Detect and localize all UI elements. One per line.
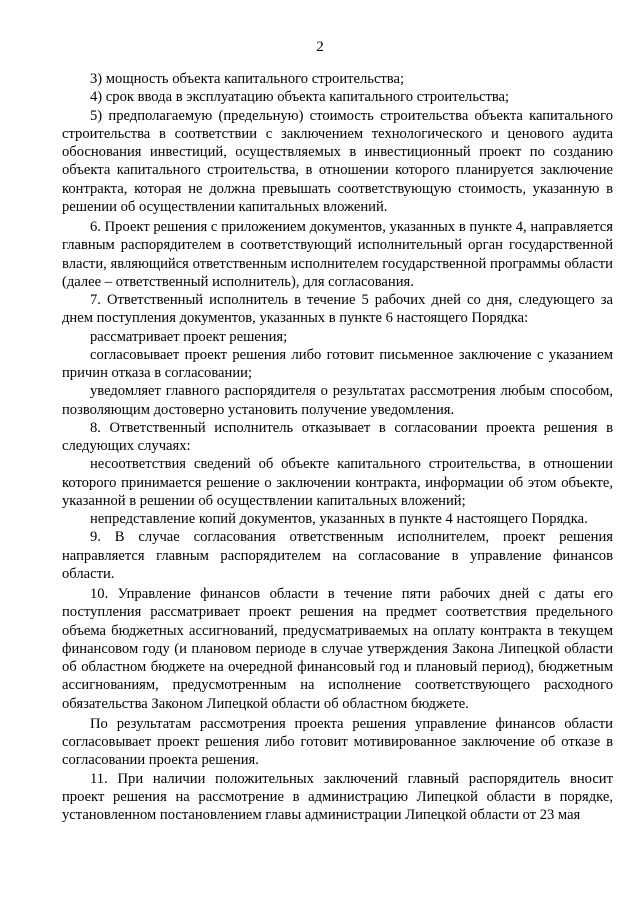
- paragraph-item-4: 4) срок ввода в эксплуатацию объекта капитального строительства;: [90, 89, 510, 106]
- paragraph-clause-7: 7. Ответственный исполнитель в течение 5 рабочих дней со дня, следующего за днем поступления документов, указанных в пункте 6 настоящего Порядка:: [62, 292, 613, 327]
- paragraph-clause-11: 11. При наличии положительных заключений главный распорядитель вносит проект решения на рассмотрение в администрацию Липецкой области в порядке, установленном постановлением главы администрации Липецкой области от 23 мая: [62, 770, 613, 823]
- paragraph-clause-7-action-3: уведомляет главного распорядителя о результатах рассмотрения любым способом, позволяющим достоверно установить получение уведомления.: [62, 383, 613, 418]
- paragraph-item-3: 3) мощность объекта капитального строительства;: [90, 71, 405, 87]
- paragraph-clause-8: 8. Ответственный исполнитель отказывает в согласовании проекта решения в следующих случаях:: [62, 419, 613, 454]
- paragraph-clause-7-action-2: согласовывает проект решения либо готовит письменное заключение с указанием причин отказа в согласовании;: [62, 346, 613, 381]
- paragraph-clause-8-case-2: непредставление копий документов, указанных в пункте 4 настоящего Порядка.: [90, 511, 588, 527]
- paragraph-clause-10: 10. Управление финансов области в течение пяти рабочих дней с даты его поступления рассматривает проект решения на предмет соответствия предельного объема бюджетных ассигнований, предусматриваемых на оплату контракта в текущем финансовом году (и плановом периоде в случае утверждения Закона Липецкой области об областном бюджете на очередной финансовый год и плановый период), бюджетным ассигнованиям, предусмотренным на исполнение соответствующего расходного обязательства Законом Липецкой области об областном бюджете.: [62, 586, 613, 712]
- paragraph-clause-7-action-1: рассматривает проект решения;: [90, 328, 288, 345]
- paragraph-clause-6: 6. Проект решения с приложением документов, указанных в пункте 4, направляется главным распорядителем в соответствующий исполнительный орган государственной власти, являющийся ответственным исполнителем государственной программы области (далее – ответственный исполнитель), для согласования.: [62, 219, 613, 290]
- page-number: 2: [316, 39, 324, 55]
- paragraph-clause-8-case-1: несоответствия сведений об объекте капитального строительства, в отношении которого принимается решение о заключении контракта, информации об этом объекте, указанной в решении об осуществлении капитальных вложений;: [62, 456, 613, 509]
- paragraph-clause-9: 9. В случае согласования ответственным исполнителем, проект решения направляется главным распорядителем на согласование в управление финансов области.: [62, 529, 613, 582]
- paragraph-item-5: 5) предполагаемую (предельную) стоимость строительства объекта капитального строительства в соответствии с заключением технологического и ценового аудита обоснования инвестиций, осуществляемых в инвестиционный проект по созданию объекта капитального строительства, в отношении которого планируется заключение контракта, которая не должна превышать соответствующую стоимость, указанную в решении об осуществлении капитальных вложений.: [62, 107, 613, 215]
- document-body: [62, 70, 613, 824]
- paragraph-clause-10-result: По результатам рассмотрения проекта решения управление финансов области согласовывает проект решения либо готовит мотивированное заключение об отказе в согласовании проекта решения.: [62, 715, 613, 769]
